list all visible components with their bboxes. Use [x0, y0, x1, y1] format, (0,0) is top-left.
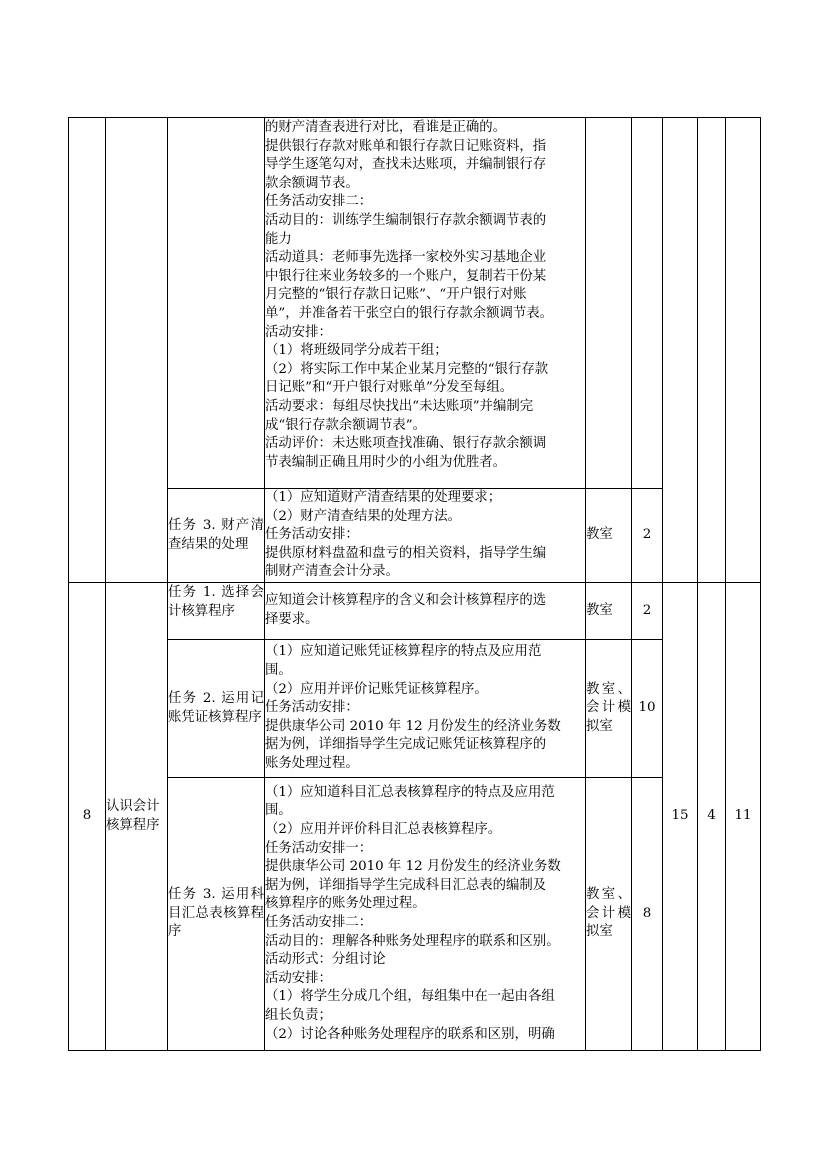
total-hours-cell [663, 118, 698, 583]
place-cell: 教室 [586, 583, 632, 640]
content-cell: （1）应知道记账凭证核算程序的特点及应用范 围。 （2）应用并评价记账凭证核算程序。 任务活动安排： 提供康华公司 2010 年 12 月份发生的经济业务数 据为例，详细指导学生完成记账凭证核算程序的 账务处理过程。 [265, 640, 586, 778]
total-hours-cell: 15 [663, 583, 698, 1051]
hours-cell: 10 [632, 640, 663, 778]
module-name-cell: 认识会计核算程序 [106, 583, 168, 1051]
curriculum-table [68, 117, 761, 1051]
content-cell: 的财产清查表进行对比，看谁是正确的。 提供银行存款对账单和银行存款日记账资料，指 导学生逐笔勾对，查找未达账项，并编制银行存 款余额调节表。 任务活动安排二： 活动目的：训练学生编制银行存款余额调节表的 能力 活动道具：老师事先选择一家校外实习基地企业 中银行往来业务较多的一个账户，复制若干份某 月完整的“银行存款日记账”、“开户银行对账 单”，并准备若干张空白的银行存款余额调节表。 活动安排： （1）将班级同学分成若干组； （2）将实际工作中某企业某月完整的“银行存款 日记账”和“开户银行对账单”分发至每组。 活动要求：每组尽快找出“未达账项”并编制完 成“银行存款余额调节表”。 活动评价：未达账项查找准确、银行存款余额调 节表编制正确且用时少的小组为优胜者。 [265, 118, 586, 489]
task-cell: 任务 2. 运用记账凭证核算程序 [168, 640, 265, 778]
content-cell: （1）应知道财产清查结果的处理要求； （2）财产清查结果的处理方法。 任务活动安排： 提供原材料盘盈和盘亏的相关资料，指导学生编 制财产清查会计分录。 [265, 489, 586, 583]
hours-cell: 2 [632, 489, 663, 583]
table-row [69, 640, 761, 778]
task-cell: 任务 1. 选择会计核算程序 [168, 583, 265, 640]
table-row [69, 489, 761, 583]
hours-cell: 8 [632, 778, 663, 1051]
hours-cell: 2 [632, 583, 663, 640]
theory-hours-cell [698, 118, 726, 583]
place-cell [586, 118, 632, 489]
table-row [69, 118, 761, 489]
theory-hours-cell: 4 [698, 583, 726, 1051]
place-cell: 教室、会计模拟室 [586, 640, 632, 778]
task-cell: 任务 3. 运用科目汇总表核算程序 [168, 778, 265, 1051]
content-cell: 应知道会计核算程序的含义和会计核算程序的选 择要求。 [265, 583, 586, 640]
task-cell: 任务 3. 财产清查结果的处理 [168, 489, 265, 583]
task-cell [168, 118, 265, 489]
table-row [69, 778, 761, 1051]
place-cell: 教室 [586, 489, 632, 583]
hours-cell [632, 118, 663, 489]
module-name-cell [106, 118, 168, 583]
table-row [69, 583, 761, 640]
module-number-cell [69, 118, 106, 583]
module-number-cell: 8 [69, 583, 106, 1051]
content-cell: （1）应知道科目汇总表核算程序的特点及应用范 围。 （2）应用并评价科目汇总表核算程序。 任务活动安排一： 提供康华公司 2010 年 12 月份发生的经济业务数 据为例，详细指导学生完成科目汇总表的编制及 核算程序的账务处理过程。 任务活动安排二： 活动目的：理解各种账务处理程序的联系和区别。 活动形式：分组讨论 活动安排： （1）将学生分成几个组，每组集中在一起由各组 组长负责； （2）讨论各种账务处理程序的联系和区别，明确 [265, 778, 586, 1051]
practice-hours-cell [726, 118, 761, 583]
practice-hours-cell: 11 [726, 583, 761, 1051]
place-cell: 教室、会计模拟室 [586, 778, 632, 1051]
